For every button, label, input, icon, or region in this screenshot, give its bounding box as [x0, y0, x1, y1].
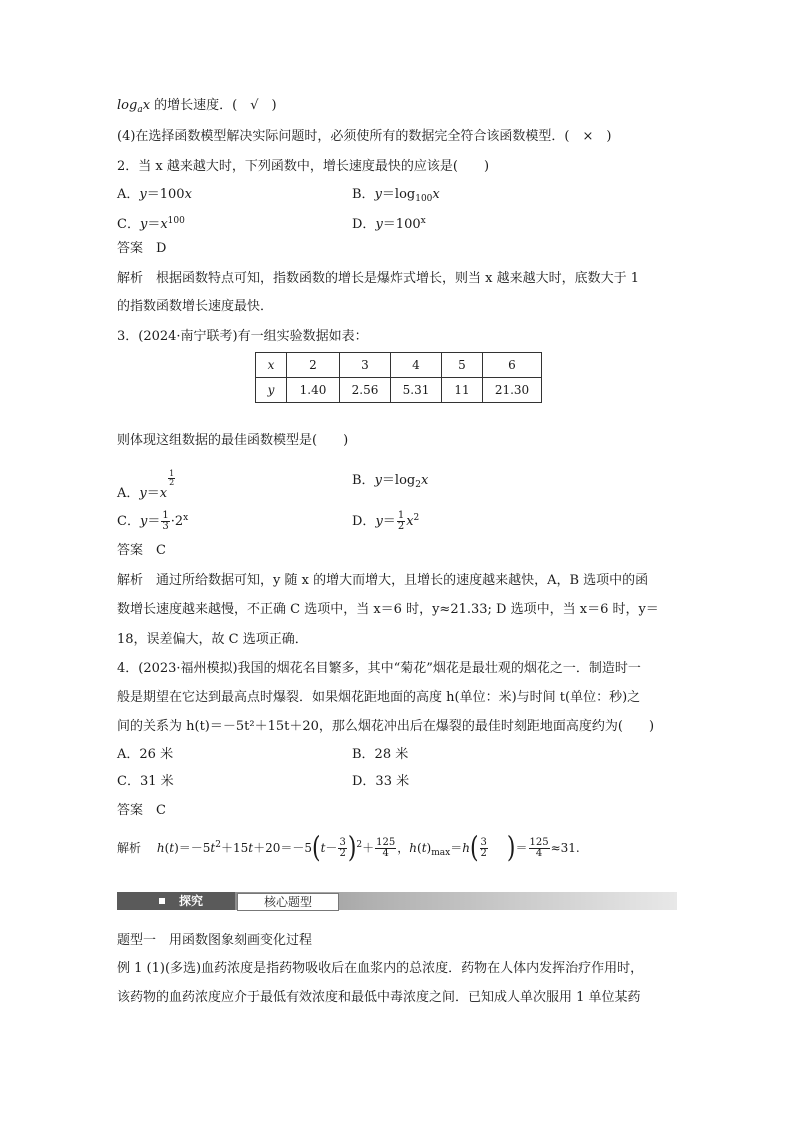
q3-answer: [117, 542, 166, 560]
q3-analysis-line-3: 18，误差偏大，故 C 选项正确．: [117, 632, 308, 647]
table-cell: 5: [442, 353, 483, 378]
table-row: [256, 378, 542, 403]
q2-answer: [117, 240, 166, 258]
q3-option-b: B．$y=\log_2x$: [352, 473, 429, 490]
answer-value: D: [156, 241, 167, 256]
q3-analysis-line-2: 数增长速度越来越慢，不正确 C 选项中，当 x＝6 时，y≈21.33; D 选项中，当 x＝6 时，y＝: [117, 602, 659, 617]
banner-explore-tag: [117, 892, 235, 910]
q1-log-line: $\log_ax$ 的增长速度．( √ ): [117, 98, 277, 115]
section-banner: [117, 892, 677, 912]
q3-option-a: A．y＝x $\frac{1}{2}$: [117, 469, 175, 501]
table-cell: 2: [287, 353, 340, 378]
answer-value: C: [156, 543, 166, 558]
q2-option-a: A．y＝100x: [117, 187, 192, 202]
table-cell: 2.56: [340, 378, 391, 403]
table-cell: 1.40: [287, 378, 340, 403]
analysis-label: 解析: [117, 841, 142, 855]
banner-explore-label: 探究: [179, 894, 204, 908]
q2-analysis-line-2: 的指数函数增长速度最快．: [117, 299, 274, 314]
table-cell: 21.30: [483, 378, 542, 403]
section-title: 题型一 用函数图象刻画变化过程: [117, 933, 313, 948]
answer-label: 答案: [117, 241, 144, 256]
table-cell: y: [256, 378, 287, 403]
table-cell: 3: [340, 353, 391, 378]
banner-core-tag: 核心题型: [237, 893, 339, 911]
q1-item-4: (4)在选择函数模型解决实际问题时，必须使所有的数据完全符合该函数模型．( × ): [117, 129, 612, 144]
analysis-text: 根据函数特点可知，指数函数的增长是爆炸式增长，则当 x 越来越大时，底数大于 1: [156, 271, 640, 286]
table-cell: 6: [483, 353, 542, 378]
analysis-label: 解析: [117, 271, 144, 286]
q4-option-c: C．31 米: [117, 774, 174, 789]
q2-option-d: D．$y=100^x$: [352, 216, 426, 232]
q4-option-b: B．28 米: [352, 747, 409, 762]
table-row: [256, 353, 542, 378]
answer-label: 答案: [117, 803, 144, 818]
answer-value: C: [156, 803, 166, 818]
table-cell: x: [256, 353, 287, 378]
analysis-label: 解析: [117, 573, 144, 588]
table-cell: 5.31: [391, 378, 442, 403]
q3-question: 则体现这组数据的最佳函数模型是( ): [117, 433, 349, 448]
q4-stem-line-3: 间的关系为 h(t)＝－5t²＋15t＋20，那么烟花冲出后在爆裂的最佳时刻距地面高度约为( ): [117, 719, 655, 734]
q3-data-table: [255, 352, 542, 403]
q2-option-b: B．$y=\log_{100}x$: [352, 187, 440, 204]
answer-label: 答案: [117, 543, 144, 558]
analysis-text: 通过所给数据可知，y 随 x 的增大而增大，且增长的速度越来越快，A，B 选项中的函: [156, 573, 649, 588]
bullet-icon: [159, 898, 165, 904]
example-line-2: 该药物的血药浓度应介于最低有效浓度和最低中毒浓度之间．已知成人单次服用 1 单位某药: [117, 990, 641, 1005]
q3-option-c: C．y＝ $\frac{1}{3}$ $\cdot 2^x$: [117, 510, 189, 532]
q3-stem: 3．(2024·南宁联考)有一组实验数据如表：: [117, 329, 368, 344]
q3-option-d: D．y＝ $\frac{1}{2}$ $x^2$: [352, 510, 420, 532]
q1-log-text: 的增长速度．( √ ): [154, 98, 277, 113]
q4-option-d: D．33 米: [352, 774, 410, 789]
example-line-1: 例 1 (1)(多选)血药浓度是指药物吸收后在血浆内的总浓度．药物在人体内发挥治疗作用时，: [117, 961, 644, 976]
q4-stem-line-2: 般是期望在它达到最高点时爆裂．如果烟花距地面的高度 h(单位：米)与时间 t(单位：秒)之: [117, 690, 641, 705]
q4-option-a: A．26 米: [117, 747, 174, 762]
q4-analysis-formula: 解析 $h(t)=-5t^2+15t+20=-5(t-$ $\frac{3}{2}$ )$^2$＋ $\frac{125}{4}$ ，$h(t)_{max}=h$( $\frac{3}{2}$ )＝ $\frac{125}{4}$ ≈31.: [117, 831, 580, 865]
q4-stem-line-1: 4．(2023·福州模拟)我国的烟花名目繁多，其中“菊花”烟花是最壮观的烟花之一．制造时一: [117, 661, 641, 676]
q2-analysis-line-1: [117, 270, 639, 288]
q2-option-c: C．$y=x^{100}$: [117, 216, 185, 232]
q2-stem: 2．当 x 越来越大时，下列函数中，增长速度最快的应该是( ): [117, 159, 490, 174]
q3-analysis-line-1: [117, 572, 648, 590]
table-cell: 11: [442, 378, 483, 403]
table-cell: 4: [391, 353, 442, 378]
q4-answer: [117, 802, 166, 820]
